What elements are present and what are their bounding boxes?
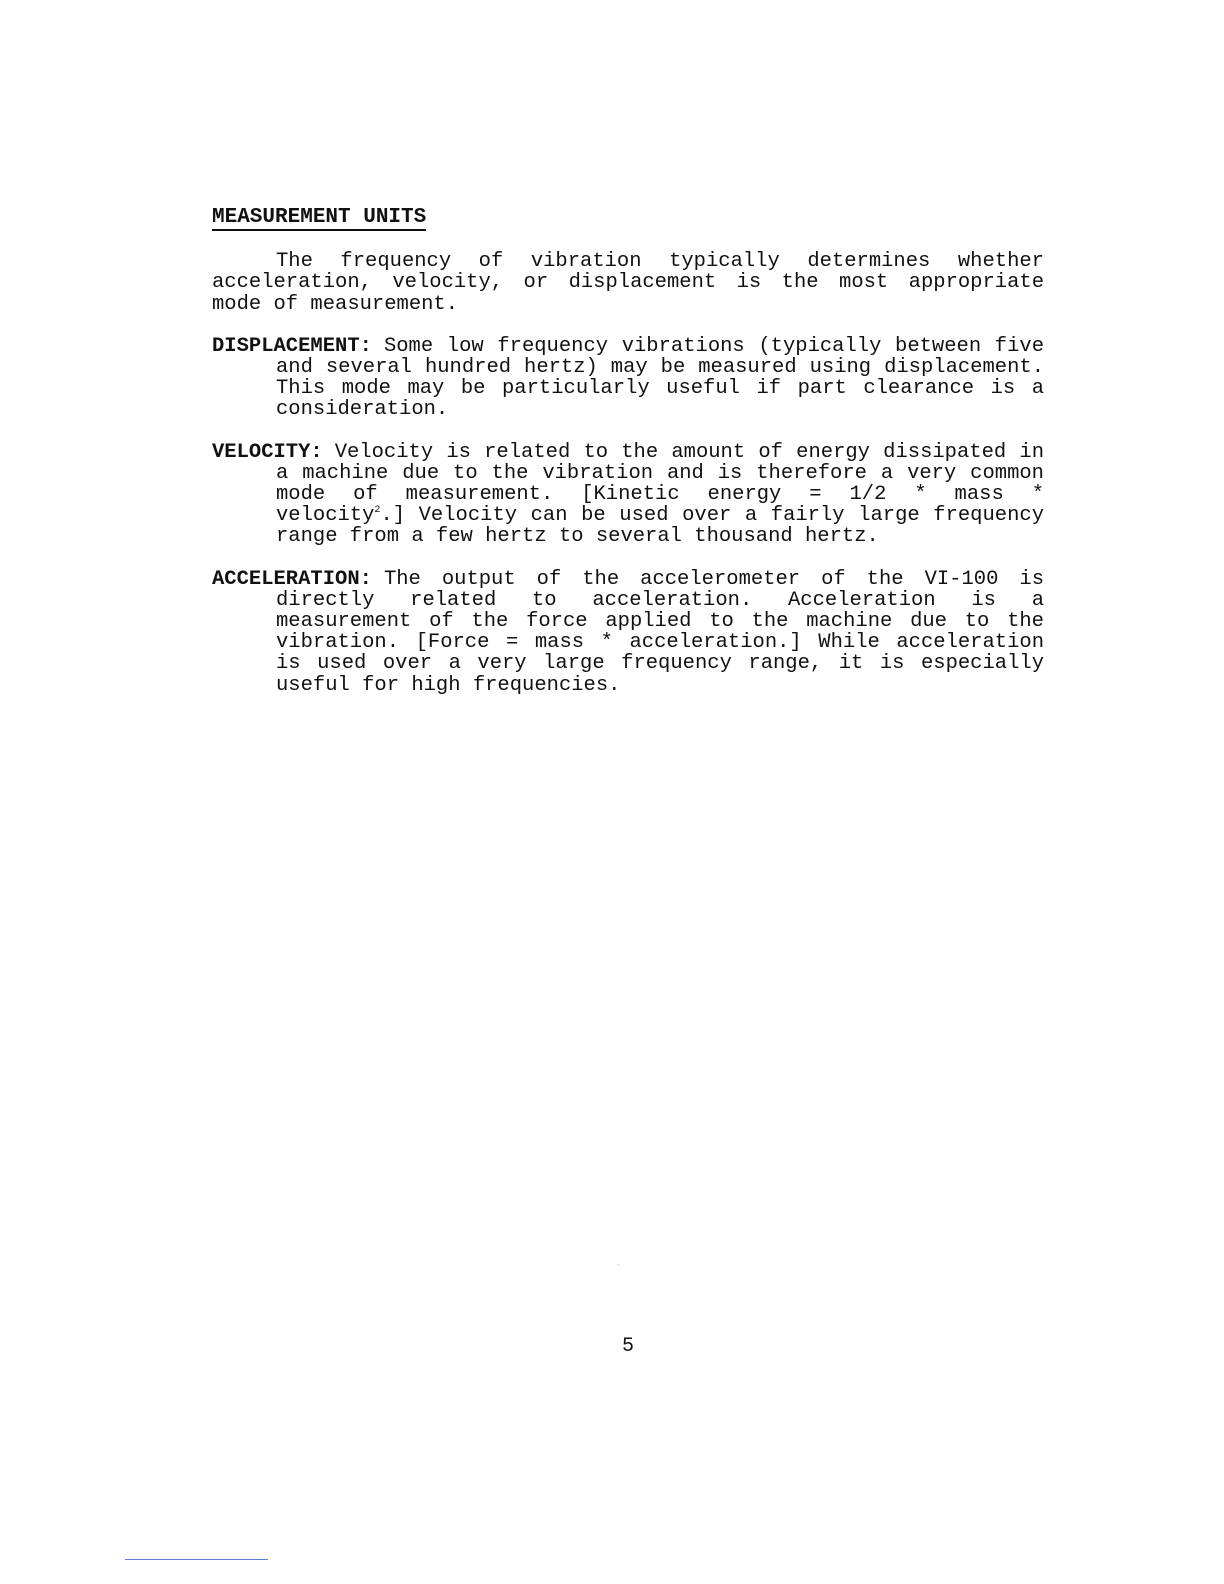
section-heading: MEASUREMENT UNITS [212,207,426,231]
displacement-term: DISPLACEMENT: [212,334,372,358]
velocity-term: VELOCITY: [212,440,323,464]
acceleration-text: The output of the accelerometer of the VI-100 is directly related to acceleration. Acceleration is a measurement of the force applied to the machine due to the vibration. [Force = mass * acceleration.] While acceleration is used over a very large frequency range, it is especially useful for high frequencies. [276,567,1044,697]
velocity-superscript: 2 [374,505,381,517]
footer-rule [125,1559,268,1560]
displacement-text: Some low frequency vibrations (typically between five and several hundred hertz) may be measured using displacement. This mode may be particularly useful if part clearance is a consideration. [276,334,1044,422]
acceleration-entry [212,569,1044,696]
acceleration-term: ACCELERATION: [212,567,372,591]
displacement-entry [212,336,1044,421]
page-number: 5 [621,1335,634,1358]
scan-speck [618,1264,619,1265]
velocity-text-part-2: .] Velocity can be used over a fairly large frequency range from a few hertz to several thousand hertz. [276,504,1044,549]
document-body [212,207,1044,717]
velocity-entry [212,442,1044,548]
velocity-text-part-1: Velocity is related to the amount of energy dissipated in a machine due to the vibration and is therefore a very common mode of measurement. [Kinetic energy = 1/2 * mass * velocity [276,440,1044,528]
intro-paragraph: The frequency of vibration typically determines whether acceleration, velocity, or displacement is the most appropriate mode of measurement. [212,250,1044,316]
